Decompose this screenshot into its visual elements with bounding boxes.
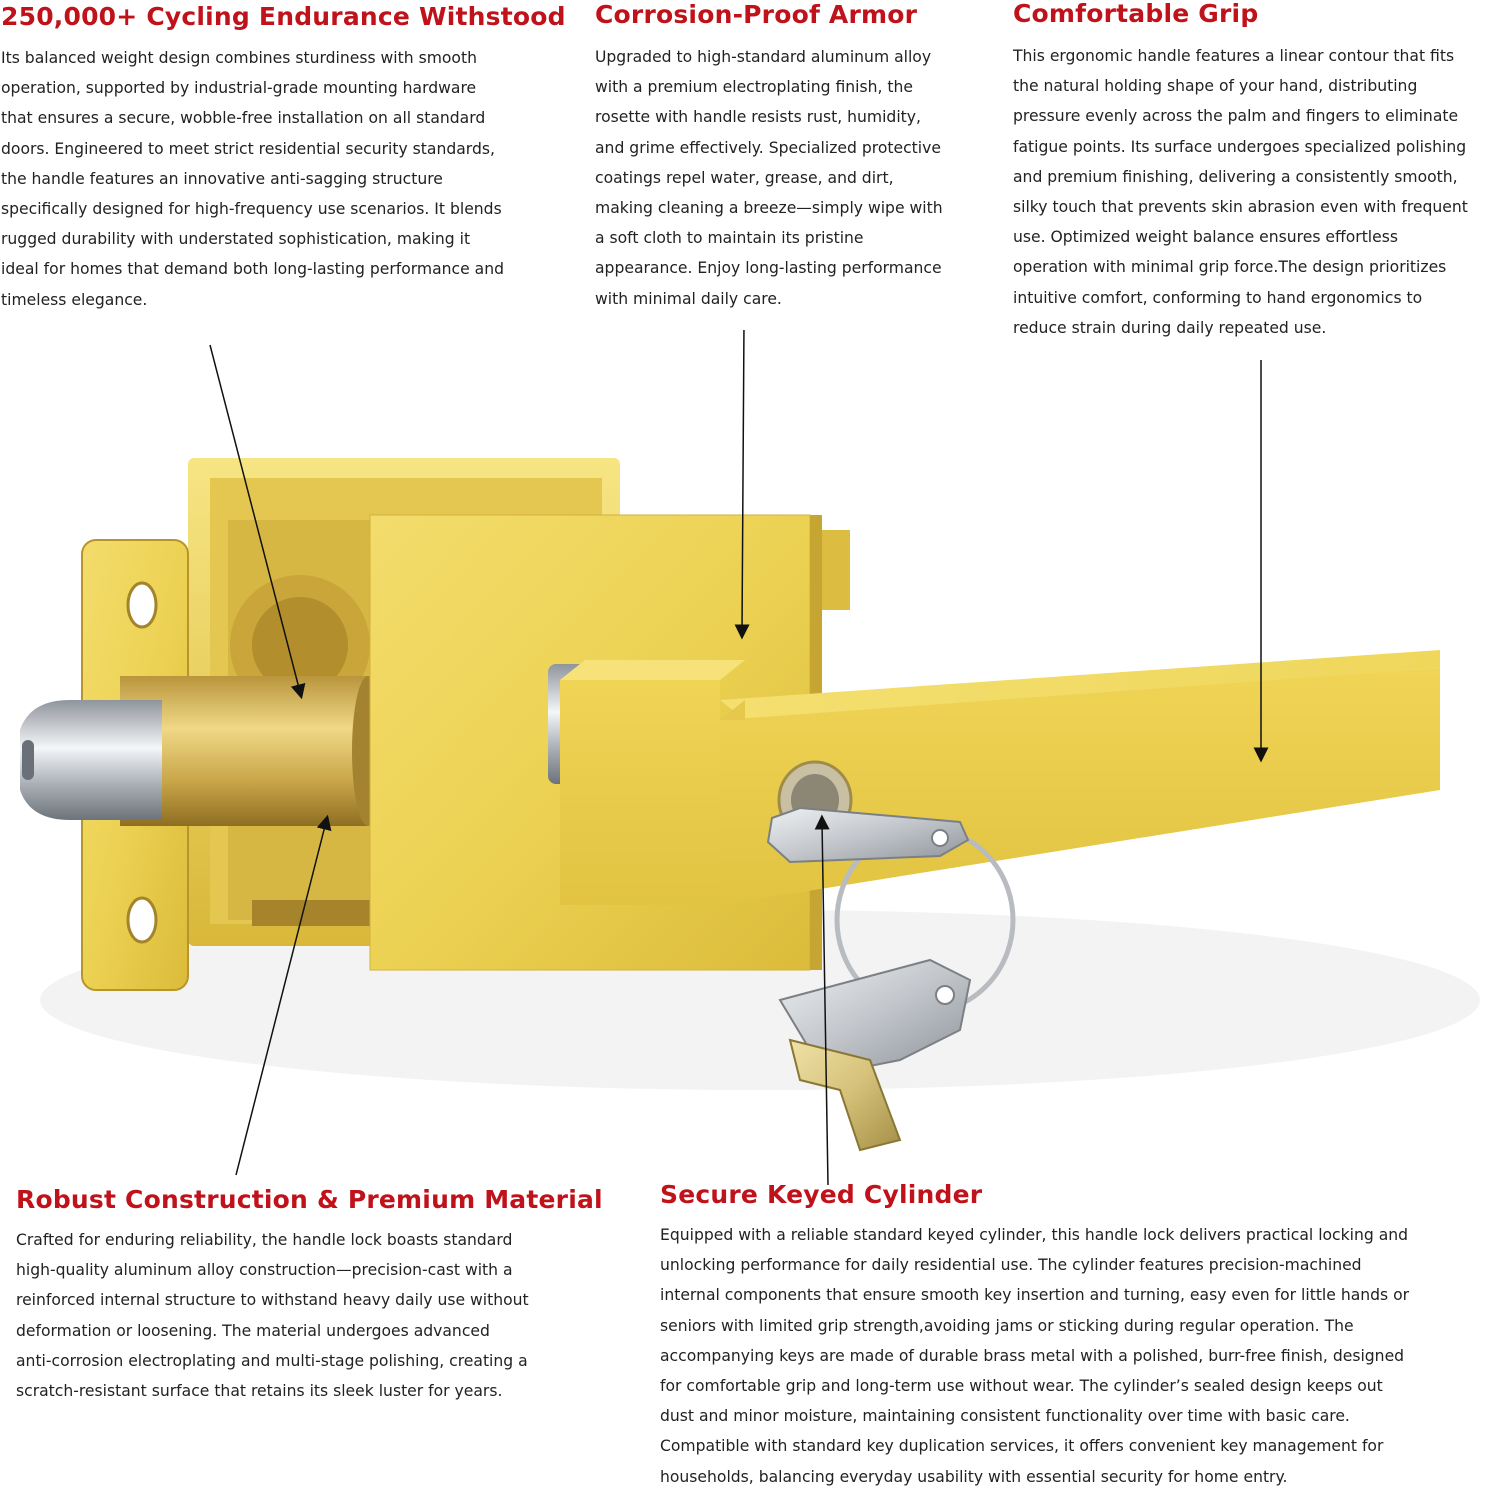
- text-line: deformation or loosening. The material undergoes advanced: [16, 1321, 490, 1340]
- feature-title: Robust Construction & Premium Material: [16, 1185, 603, 1214]
- text-line: with minimal daily care.: [595, 289, 782, 308]
- text-line: high-quality aluminum alloy construction—precision-cast with a: [16, 1261, 513, 1280]
- text-line: fatigue points. Its surface undergoes specialized polishing: [1013, 137, 1467, 156]
- text-line: seniors with limited grip strength,avoiding jams or sticking during regular operation. The: [660, 1316, 1354, 1335]
- feature-title: Corrosion-Proof Armor: [595, 0, 918, 29]
- lever-handle: [560, 650, 1440, 905]
- text-line: a soft cloth to maintain its pristine: [595, 229, 864, 248]
- feature-cycling-endurance: [1, 2, 566, 315]
- text-line: accompanying keys are made of durable brass metal with a polished, burr-free finish, designed: [660, 1346, 1405, 1365]
- text-line: anti-corrosion electroplating and multi-stage polishing, creating a: [16, 1351, 528, 1370]
- latch-bolt: [20, 700, 162, 820]
- text-line: Compatible with standard key duplication services, it offers convenient key management for: [660, 1437, 1384, 1456]
- feature-robust-construction: [16, 1185, 603, 1406]
- text-line: internal components that ensure smooth key insertion and turning, easy even for little hands or: [660, 1286, 1410, 1305]
- text-line: intuitive comfort, conforming to hand ergonomics to: [1013, 288, 1423, 307]
- feature-description: [595, 42, 985, 314]
- text-line: Its balanced weight design combines sturdiness with smooth: [1, 49, 477, 67]
- text-line: timeless elegance.: [1, 290, 148, 309]
- text-line: Equipped with a reliable standard keyed cylinder, this handle lock delivers practical locking and: [660, 1226, 1409, 1244]
- text-line: and premium finishing, delivering a consistently smooth,: [1013, 167, 1458, 186]
- text-line: This ergonomic handle features a linear contour that fits: [1013, 47, 1455, 65]
- feature-title: 250,000+ Cycling Endurance Withstood: [1, 2, 566, 31]
- text-line: Upgraded to high-standard aluminum alloy: [595, 48, 932, 66]
- text-line: use. Optimized weight balance ensures effortless: [1013, 228, 1398, 247]
- feature-description: [16, 1225, 596, 1406]
- text-line: reinforced internal structure to withstand heavy daily use without: [16, 1291, 529, 1310]
- text-line: dust and minor moisture, maintaining consistent functionality over time with basic care.: [660, 1407, 1350, 1426]
- feature-description: [1013, 41, 1500, 343]
- text-line: unlocking performance for daily residential use. The cylinder features precision-machined: [660, 1256, 1362, 1275]
- feature-secure-keyed-cylinder: [660, 1180, 1480, 1492]
- text-line: making cleaning a breeze—simply wipe with: [595, 199, 943, 218]
- text-line: doors. Engineered to meet strict residential security standards,: [1, 139, 495, 158]
- text-line: specifically designed for high-frequency use scenarios. It blends: [1, 200, 502, 219]
- feature-title: Secure Keyed Cylinder: [660, 1180, 983, 1209]
- text-line: appearance. Enjoy long-lasting performance: [595, 259, 942, 278]
- feature-corrosion-proof: [595, 0, 985, 314]
- text-line: rugged durability with understated sophistication, making it: [1, 230, 471, 249]
- text-line: households, balancing everyday usability with essential security for home entry.: [660, 1467, 1288, 1486]
- feature-title: Comfortable Grip: [1013, 0, 1259, 28]
- text-line: operation with minimal grip force.The design prioritizes: [1013, 258, 1447, 277]
- feature-comfortable-grip: [1013, 0, 1500, 343]
- text-line: the natural holding shape of your hand, distributing: [1013, 77, 1418, 96]
- text-line: reduce strain during daily repeated use.: [1013, 318, 1327, 337]
- door-handle-lock-illustration: [0, 330, 1500, 1190]
- text-line: rosette with handle resists rust, humidity,: [595, 108, 921, 127]
- text-line: coatings repel water, grease, and dirt,: [595, 168, 894, 187]
- text-line: with a premium electroplating finish, the: [595, 78, 914, 97]
- text-line: pressure evenly across the palm and fingers to eliminate: [1013, 107, 1459, 126]
- text-line: and grime effectively. Specialized protective: [595, 138, 941, 157]
- text-line: ideal for homes that demand both long-lasting performance and: [1, 260, 504, 279]
- feature-description: [1, 43, 561, 315]
- text-line: operation, supported by industrial-grade mounting hardware: [1, 79, 477, 98]
- text-line: Crafted for enduring reliability, the handle lock boasts standard: [16, 1231, 513, 1249]
- text-line: that ensures a secure, wobble-free installation on all standard: [1, 109, 486, 128]
- text-line: silky touch that prevents skin abrasion even with frequent: [1013, 198, 1468, 217]
- text-line: for comfortable grip and long-term use without wear. The cylinder’s sealed design keeps out: [660, 1377, 1383, 1396]
- text-line: scratch-resistant surface that retains its sleek luster for years.: [16, 1382, 503, 1401]
- text-line: the handle features an innovative anti-sagging structure: [1, 169, 443, 188]
- feature-description: [660, 1220, 1480, 1492]
